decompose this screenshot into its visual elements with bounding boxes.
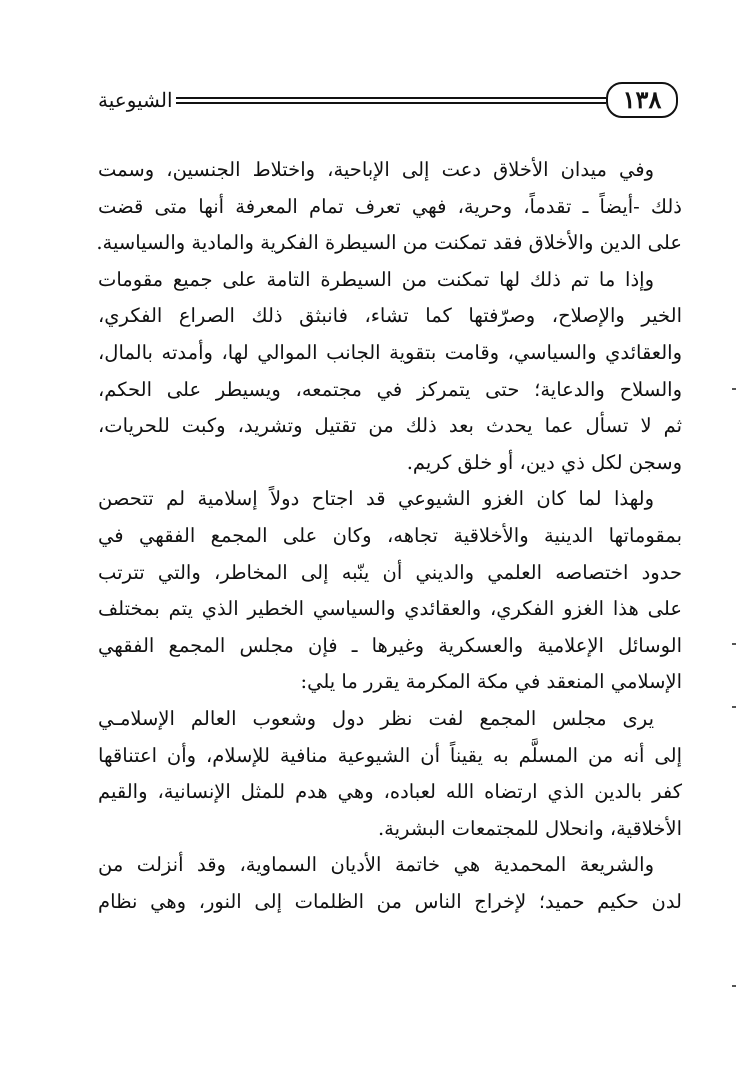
text-line: وفي ميدان الأخلاق دعت إلى الإباحية، واختلاط الجنسين، وسمت	[98, 158, 654, 181]
text-line: بمقوماتها الدينية والأخلاقية تجاهه، وكان على المجمع الفقهي في	[98, 523, 682, 547]
text-line: حدود اختصاصه العلمي والديني أن ينّبه إلى المخاطر، والتي تترتب	[98, 560, 682, 584]
text-line: والسلاح والدعاية؛ حتى يتمركز في مجتمعه، ويسيطر على الحكم،	[98, 377, 682, 401]
text-line: وإذا ما تم ذلك لها تمكنت من السيطرة التامة على جميع مقومات	[98, 267, 654, 291]
margin-mark	[732, 706, 736, 708]
text-line: والشريعة المحمدية هي خاتمة الأديان السماوية، وقد أنزلت من	[98, 853, 654, 877]
text-line: وسجن لكل ذي دين، أو خلق كريم.	[406, 450, 682, 474]
header-rule	[176, 97, 606, 104]
text-line: ولهذا لما كان الغزو الشيوعي قد اجتاح دولاً إسلامية لم تتحصن	[98, 487, 654, 511]
margin-mark	[732, 985, 736, 987]
text-line: كفر بالدين الذي ارتضاه الله لعباده، وهي هدم للمثل الإنسانية، والقيم	[98, 780, 682, 804]
text-line: ذلك -أيضاً ـ تقدماً، وحرية، فهي تعرف تمام المعرفة أنها متى قضت	[98, 194, 682, 218]
text-line: الوسائل الإعلامية والعسكرية وغيرها ـ فإن مجلس المجمع الفقهي	[98, 633, 682, 657]
text-line: على هذا الغزو الفكري، والعقائدي والسياسي الخطير الذي يتم بمختلف	[98, 597, 682, 621]
text-line: إلى أنه من المسلَّم به يقيناً أن الشيوعية منافية للإسلام، وأن اعتناقها	[98, 743, 682, 767]
text-line: الإسلامي المنعقد في مكة المكرمة يقرر ما يلي:	[300, 670, 682, 694]
text-line: الخير والإصلاح، وصرّفتها كما تشاء، فانبثق ذلك الصراع الفكري،	[98, 304, 682, 328]
body-text	[98, 152, 682, 920]
text-line: على الدين والأخلاق فقد تمكنت من السيطرة الفكرية والمادية والسياسية.	[96, 231, 682, 255]
page-header	[98, 82, 678, 122]
running-title: الشيوعية	[98, 88, 173, 112]
page-number: ١٣٨	[606, 82, 678, 118]
text-line: لدن حكيم حميد؛ لإخراج الناس من الظلمات إلى النور، وهي نظام	[98, 889, 682, 913]
text-line: يرى مجلس المجمع لفت نظر دول وشعوب العالم الإسلامـي	[98, 706, 654, 730]
margin-mark	[732, 388, 736, 390]
margin-mark	[732, 643, 736, 645]
text-line: ثم لا تسأل عما يحدث بعد ذلك من تقتيل وتشريد، وكبت للحريات،	[98, 414, 683, 438]
text-line: والعقائدي والسياسي، وقامت بتقوية الجانب الموالي لها، وأمدته بالمال،	[98, 340, 682, 364]
text-line: الأخلاقية، وانحلال للمجتمعات البشرية.	[377, 816, 682, 840]
